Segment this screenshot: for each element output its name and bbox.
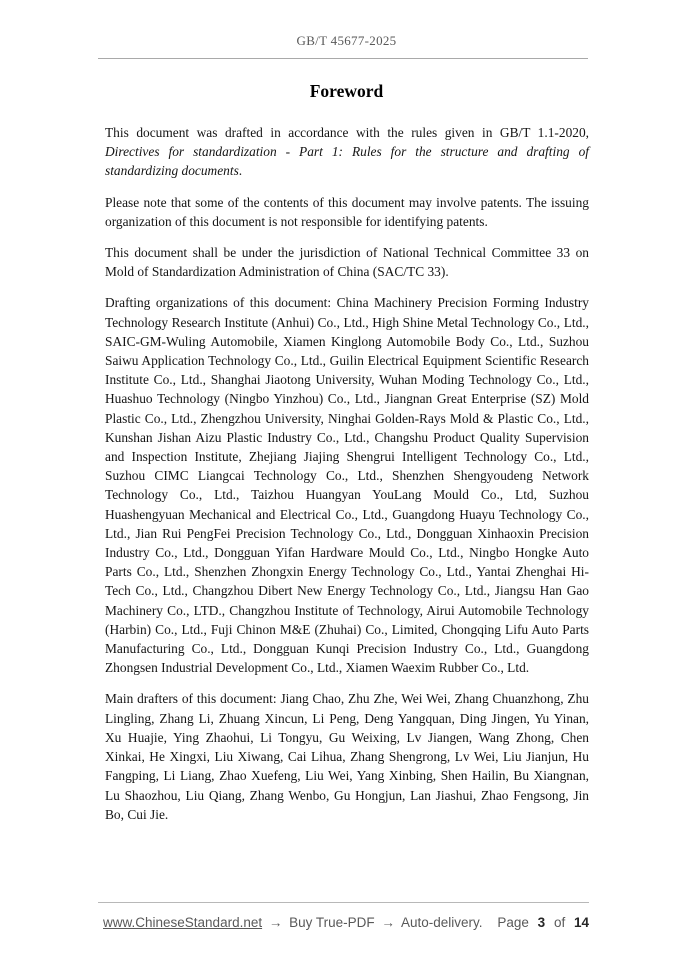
page-label: Page [497, 915, 529, 930]
arrow-right-icon: → [268, 915, 283, 930]
footer-delivery-text: Auto-delivery. [400, 915, 483, 930]
page-indicator [497, 914, 589, 931]
page-title: Foreword [309, 81, 384, 101]
document-body [105, 123, 589, 824]
paragraph-intro [105, 123, 589, 181]
header-doc-number: GB/T 45677-2025 [296, 33, 397, 48]
intro-end-text: . [238, 163, 243, 179]
of-label: of [553, 915, 566, 930]
page-total: 14 [573, 915, 589, 930]
paragraph-jurisdiction: This document shall be under the jurisdiction of National Technical Committee 33 on Mold of Standardization Administration of China (SAC/TC 33). [105, 245, 589, 280]
arrow-right-icon: → [381, 915, 395, 930]
page-footer [98, 902, 589, 931]
paragraph-patents: Please note that some of the contents of this document may involve patents. The issuing organization of this document is not responsible for identifying patents. [105, 194, 589, 229]
intro-cited-standard-title: Directives for standardization - Part 1: Rules for the structure and drafting of standardizing documents [105, 144, 589, 179]
footer-buy-text: Buy True-PDF [289, 915, 375, 930]
footer-info [103, 914, 482, 931]
paragraph-drafting-organizations: Drafting organizations of this document: China Machinery Precision Forming Industry Technology Research Institute (Anhui) Co., Ltd., High Shine Metal Technology Co., Ltd., SAIC-GM-Wuling Automobile, Xiamen Kinglong Automobile Body Co., Ltd., Suzhou Saiwu Application Technology Co., Ltd., Guilin Electrical Equipment Scientific Research Institute Co., Ltd., Shanghai Jiaotong University, Wuhan Moding Technology Co., Ltd., Huashuo Technology (Ningbo Yinzhou) Co., Ltd., Jiangnan Great Enterprise (SZ) Mold Plastic Co., Ltd., Zhengzhou University, Ninghai Golden-Rays Mold & Plastic Co., Ltd., Kunshan Jishan Aizu Plastic Industry Co., Ltd., Changshu Product Quality Supervision and Inspection Institute, Zhejiang Jiajing Shengrui Intelligent Technology Co., Ltd., Suzhou CIMC Liangcai Technology Co., Ltd., Shenzhen Shengyoudeng Network Technology Co., Ltd., Taizhou Huangyan YouLang Mould Co., Ltd, Suzhou Huashengyuan Mechanical and Electrical Co., Ltd., Guangdong Huayu Technology Co., Ltd., Jian Rui PengFei Precision Technology Co., Ltd., Dongguan Xinhaoxin Precision Industry Co., Ltd., Dongguan Yifan Hardware Mould Co., Ltd., Ningbo Hongke Auto Parts Co., Ltd., Shenzhen Zhongxin Energy Technology Co., Ltd., Yantai Zhenghai Hi-Tech Co., Ltd., Changzhou Dibert New Energy Technology Co., Ltd., Jiangsu Han Gao Machinery Co., LTD., Changzhou Institute of Technology, Airui Automobile Technology (Harbin) Co., Ltd., Fuji Chinon M&E (Zhuhai) Co., Limited, Chongqing Lifu Auto Parts Manufacturing Co., Ltd., Dongguan Kunqi Precision Industry Co., Ltd., Guangdong Zhongsen Industrial Development Co., Ltd., Xiamen Waexim Rubber Co., Ltd. [105, 295, 589, 676]
intro-normal-text: This document was drafted in accordance with the rules given in GB/T 1.1-2020, [105, 125, 589, 140]
footer-website-link[interactable]: www.ChineseStandard.net [103, 915, 263, 930]
page-current: 3 [537, 915, 546, 930]
header-rule [98, 58, 588, 59]
paragraph-main-drafters: Main drafters of this document: Jiang Chao, Zhu Zhe, Wei Wei, Zhang Chuanzhong, Zhu Lingling, Zhang Li, Zhuang Xincun, Li Peng, Deng Yangquan, Ding Jingen, Yu Yinan, Xu Huajie, Ying Zhaohui, Li Tongyu, Gu Weixing, Lv Jiangen, Wang Zhong, Chen Xinkai, He Xingxi, Liu Xiwang, Cai Lihua, Zhang Shengrong, Lv Wei, Liu Jianjun, Hu Fangping, Li Liang, Zhao Xuefeng, Liu Wei, Yang Xinbing, Shen Hailin, Bu Xiangnan, Lu Shaozhou, Liu Qiang, Zhang Wenbo, Gu Hongjun, Lan Jiashui, Zhao Fengsong, Jin Bo, Cui Jie. [105, 691, 589, 822]
